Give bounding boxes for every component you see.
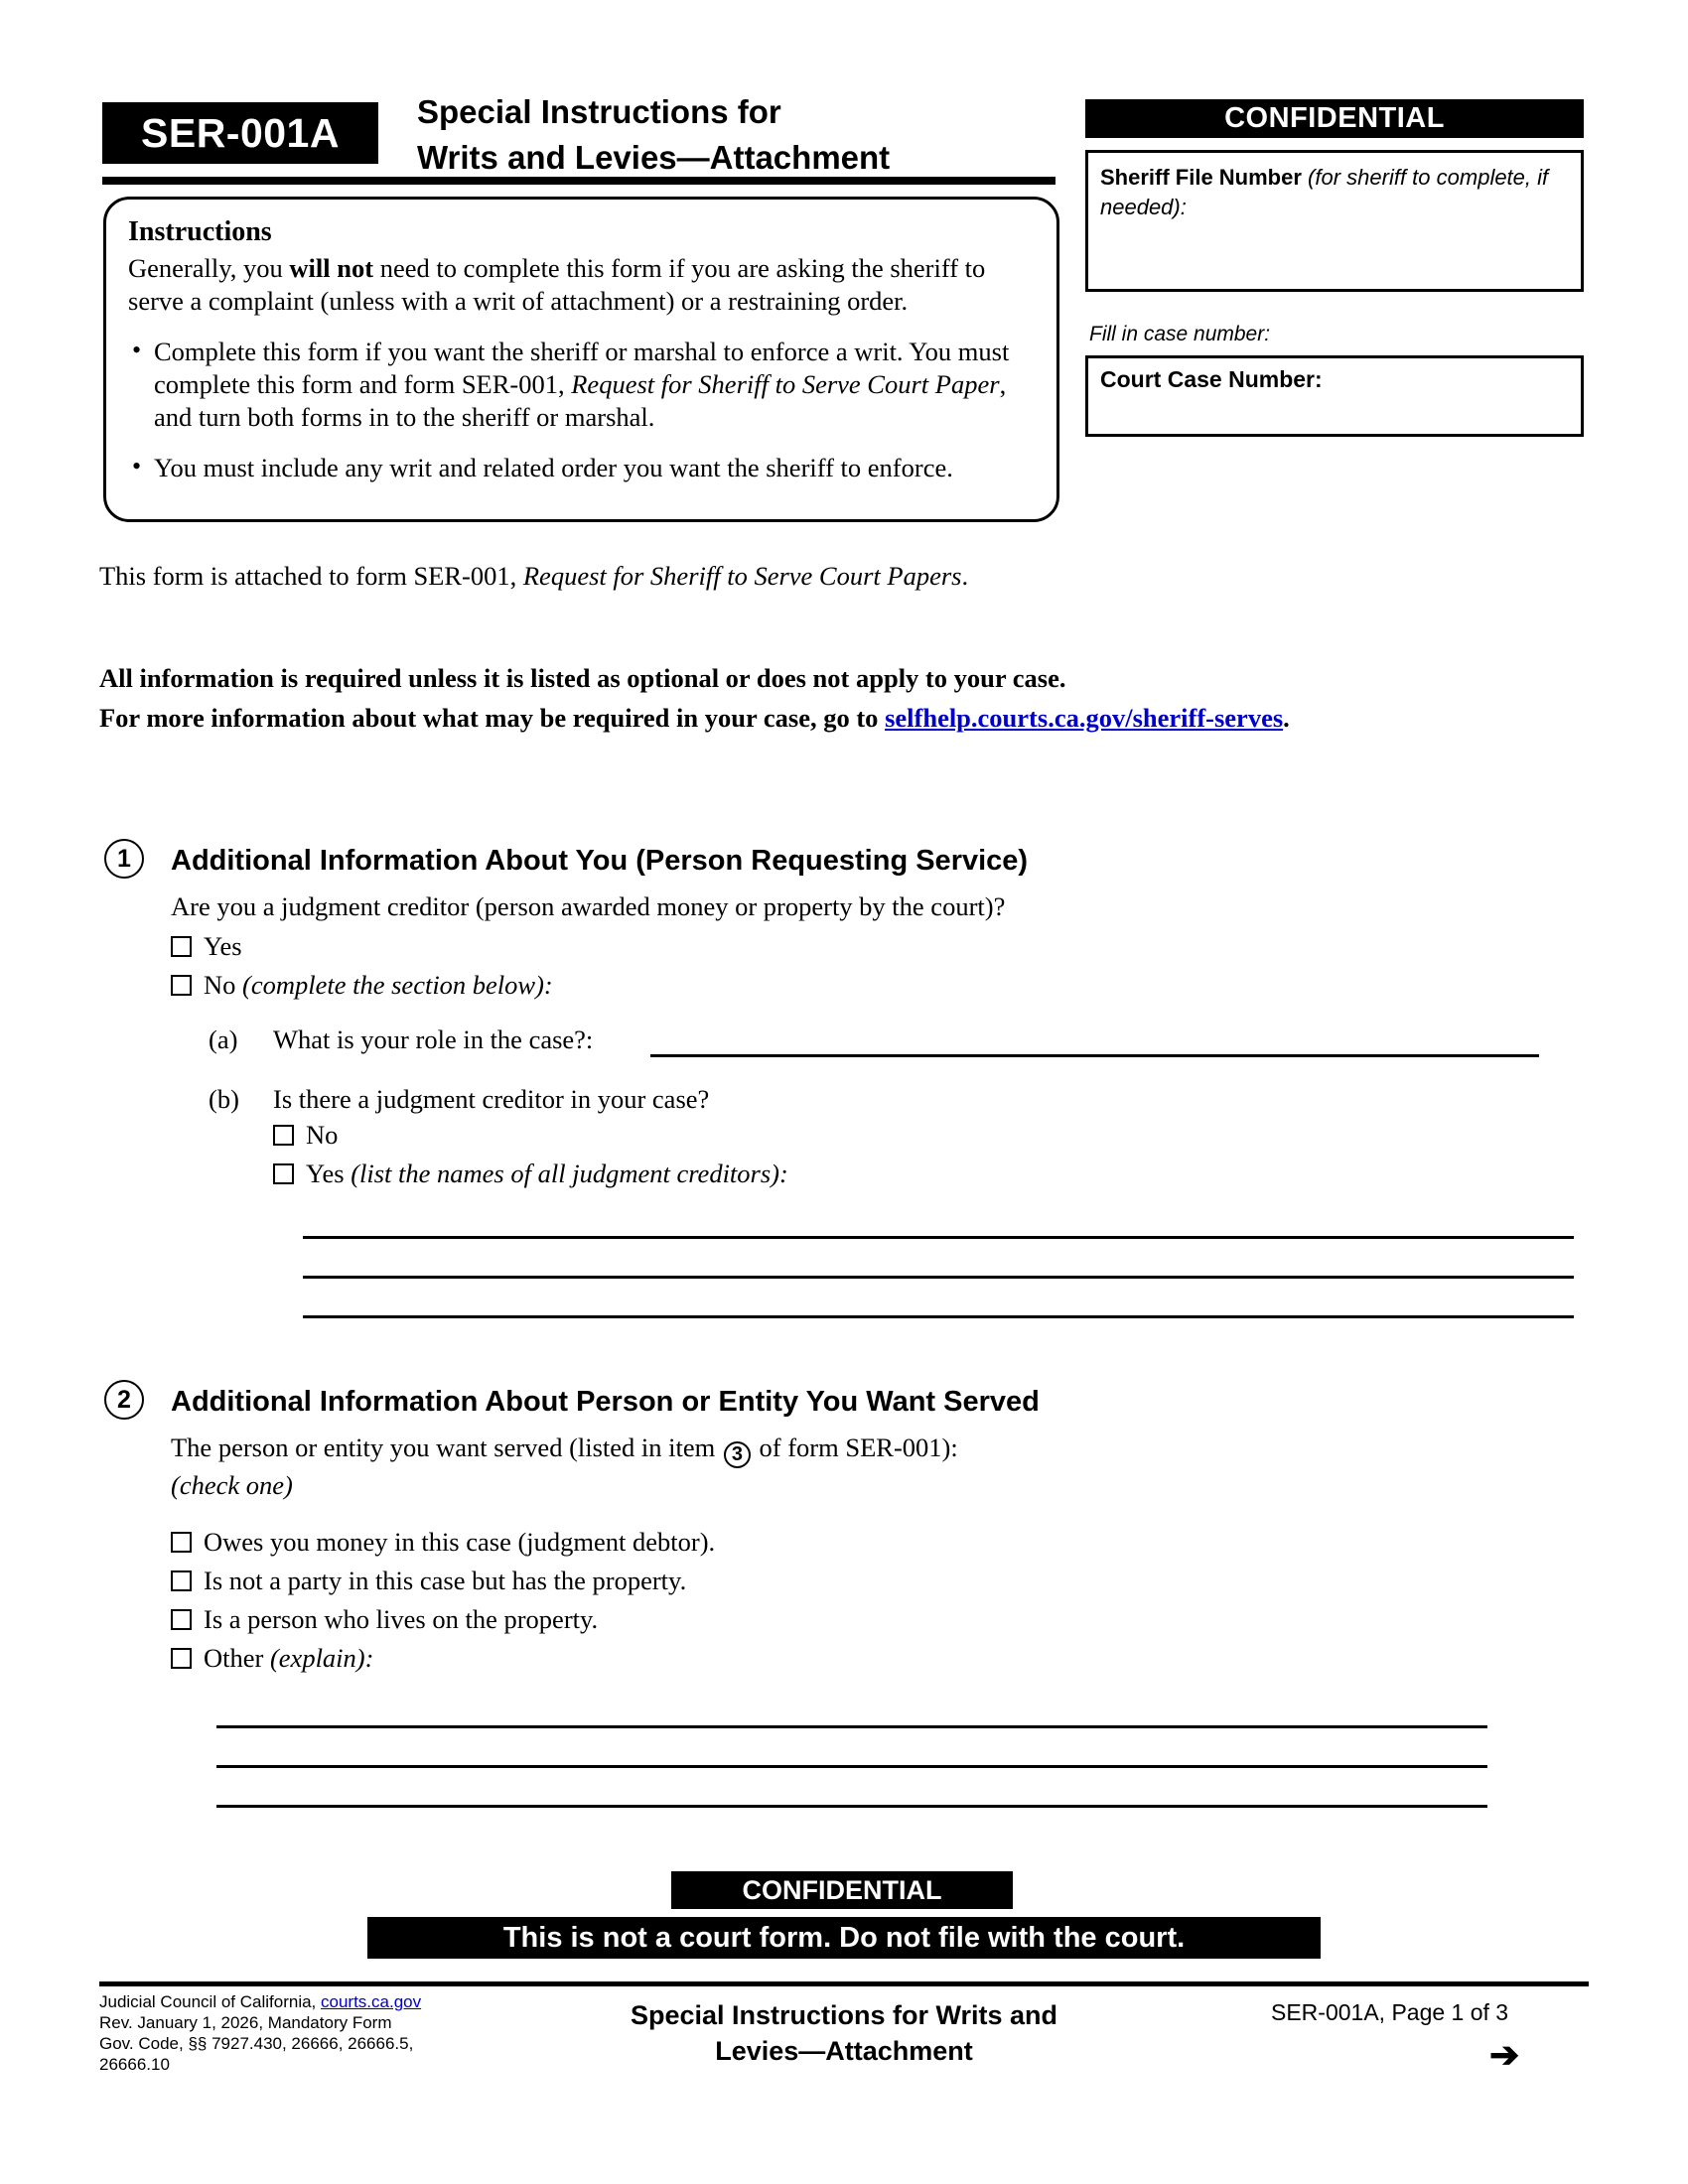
footer-credit-line-1 [99,1991,516,2012]
footer-credits [99,1991,516,2075]
section-1b-answer-line-1[interactable] [303,1236,1574,1239]
footer-credit-line-3: Gov. Code, §§ 7927.430, 26666, 26666.5, [99,2034,414,2053]
next-page-arrow-icon: ➔ [1489,2034,1520,2075]
section-1a-label: What is your role in the case?: [273,1024,594,1054]
page-title [417,89,1053,181]
instructions-intro [128,252,1035,318]
section-1b-yes-label-group [306,1159,788,1188]
section-1-no-checkbox[interactable] [171,975,192,996]
section-2-option-judgment-debtor[interactable] [171,1527,715,1557]
section-2-intro-part1: The person or entity you want served (listed in item [171,1433,722,1462]
attached-form-note-after: . [961,561,969,591]
required-note-line1: All information is required unless it is listed as optional or does not apply to your case. [99,663,1066,693]
section-2-option-4-label: Other [204,1643,270,1673]
section-1-yes-label: Yes [204,931,242,961]
footer-credit-line-2: Rev. January 1, 2026, Mandatory Form [99,2013,392,2032]
instructions-bullet-1-part2: , and turn both forms in to the sheriff or marshal. [154,369,1007,432]
footer-page-info: SER-001A, Page 1 of 3 [1271,1999,1509,2025]
court-case-number-label: Court Case Number: [1100,366,1323,392]
section-2-option-2-checkbox[interactable] [171,1570,192,1591]
sheriff-file-number-label-bold: Sheriff File Number [1100,165,1309,190]
not-a-court-form-text: This is not a court form. Do not file with the court. [502,1921,1186,1954]
section-1-no-label: No [204,970,243,1000]
section-2-heading: Additional Information About Person or Entity You Want Served [171,1386,1040,1418]
footer-form-title-line2: Levies—Attachment [715,2036,973,2066]
attached-form-note [99,561,968,592]
confidential-banner-bottom [671,1871,1013,1909]
instructions-bullet-1 [128,336,1035,434]
section-2-option-not-a-party[interactable] [171,1566,686,1595]
section-2-option-3-checkbox[interactable] [171,1609,192,1630]
section-2-intro [171,1431,958,1468]
section-1b-no-checkbox[interactable] [273,1125,294,1146]
instructions-bullet-2-text: You must include any writ and related order you want the sheriff to enforce. [154,453,953,482]
item-3-circle-badge: 3 [724,1441,751,1468]
instructions-bullet-1-part1: Complete this form if you want the sheriff or marshal to enforce a writ. You must complete this form and form SER-001, [154,337,1010,399]
section-1-heading: Additional Information About You (Person Requesting Service) [171,845,1029,877]
instructions-heading: Instructions [128,216,272,247]
section-1a-marker: (a) [209,1024,238,1054]
footer-form-title [516,1997,1172,2069]
not-a-court-form-banner [367,1917,1321,1959]
required-note-line2-after: . [1283,703,1290,733]
section-1b-answer-line-2[interactable] [303,1276,1574,1279]
confidential-banner-top [1085,99,1584,138]
form-title-line1: Special Instructions for [417,93,781,130]
section-2-answer-line-2[interactable] [216,1765,1487,1768]
confidential-banner-top-text: CONFIDENTIAL [1224,102,1445,134]
instructions-bullet-1-italic: Request for Sheriff to Serve Court Paper [571,369,1000,399]
section-2-answer-line-3[interactable] [216,1805,1487,1808]
section-2-check-one-note: (check one) [171,1470,293,1500]
sheriff-file-number-label [1088,153,1581,222]
section-1b-marker: (b) [209,1084,239,1114]
section-2-option-4-label-group [204,1643,373,1673]
instructions-intro-bold: will not [289,253,374,283]
confidential-banner-bottom-text: CONFIDENTIAL [742,1874,942,1905]
court-case-number-field[interactable] [1085,355,1584,437]
section-2-option-1-checkbox[interactable] [171,1532,192,1553]
section-2-option-other[interactable] [171,1643,373,1673]
section-1b-yes-checkbox[interactable] [273,1163,294,1184]
section-1-number: 1 [117,844,131,873]
section-2-option-1-label: Owes you money in this case (judgment debtor). [204,1527,716,1557]
section-1-number-badge [104,839,144,879]
section-2-option-2-label: Is not a party in this case but has the property. [204,1566,687,1595]
section-2-option-lives-on-property[interactable] [171,1604,598,1634]
fill-in-case-number-label: Fill in case number: [1089,323,1271,345]
footer-credit-line-1-text: Judicial Council of California, [99,1992,321,2011]
instructions-intro-before: Generally, you [128,253,290,283]
sheriff-file-number-note: (for sheriff to complete, if needed): [1100,165,1549,219]
section-2-option-4-checkbox[interactable] [171,1648,192,1669]
section-2-number-badge [104,1380,144,1420]
required-note-line2 [99,698,1290,738]
instructions-box [103,197,1059,522]
section-1b-yes-label: Yes [306,1159,352,1188]
sheriff-file-number-field[interactable] [1085,150,1584,292]
section-2-option-3-label: Is a person who lives on the property. [204,1604,599,1634]
required-information-note [99,658,1290,738]
form-code-text: SER-001A [141,109,340,156]
instructions-intro-after: need to complete this form if you are asking the sheriff to serve a complaint (unless with a writ of attachment) or a restraining order. [128,253,986,316]
section-1b-yes-option[interactable] [273,1159,788,1188]
section-1-no-label-italic: (complete the section below): [242,970,553,1000]
section-2-number: 2 [117,1385,131,1414]
attached-form-note-before: This form is attached to form SER-001, [99,561,523,591]
footer-credit-line-4: 26666.10 [99,2055,170,2074]
courts-ca-gov-link[interactable]: courts.ca.gov [321,1992,422,2011]
section-1-question: Are you a judgment creditor (person awarded money or property by the court)? [171,891,1006,921]
required-note-line2-before: For more information about what may be required in your case, go to [99,703,886,733]
section-1-yes-checkbox[interactable] [171,936,192,957]
selfhelp-courts-link[interactable]: selfhelp.courts.ca.gov/sheriff-serves [885,703,1284,733]
section-1b-no-label: No [306,1120,339,1150]
section-1b-yes-label-italic: (list the names of all judgment creditors): [351,1159,788,1188]
section-1b-label: Is there a judgment creditor in your case? [273,1084,710,1114]
header-divider [102,177,1055,185]
section-1a-answer-line[interactable] [650,1054,1539,1057]
footer-form-title-line1: Special Instructions for Writs and [630,2000,1058,2030]
instructions-bullet-2 [128,452,1035,484]
section-2-intro-part2: of form SER-001): [752,1433,958,1462]
section-2-option-4-label-italic: (explain): [269,1643,374,1673]
form-title-line2: Writs and Levies—Attachment [417,139,891,176]
section-2-answer-line-1[interactable] [216,1725,1487,1728]
section-1b-no-option[interactable] [273,1120,338,1150]
section-1-yes-option[interactable] [171,931,242,961]
section-1b-answer-line-3[interactable] [303,1315,1574,1318]
section-1-no-label-group [204,970,553,1000]
footer-divider [99,1981,1589,1986]
attached-form-note-italic: Request for Sheriff to Serve Court Papers [522,561,962,591]
section-1-no-option[interactable] [171,970,553,1000]
form-code-badge [102,102,378,164]
